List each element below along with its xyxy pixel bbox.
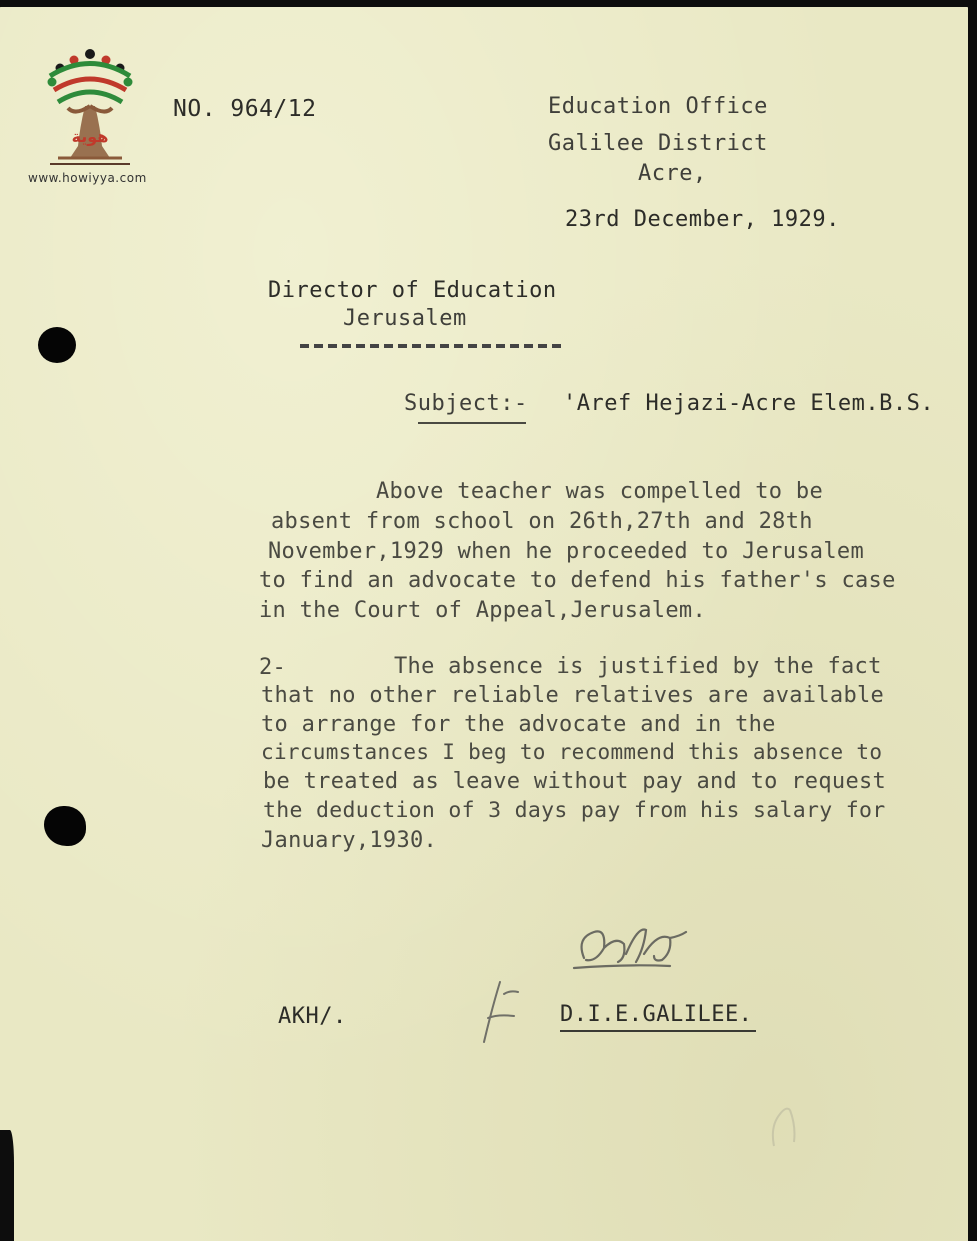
paragraph2-line-6: the deduction of 3 days pay from his salary for — [263, 798, 886, 823]
per-pro-mark — [474, 978, 530, 1048]
left-bottom-shadow — [0, 1130, 14, 1241]
sender-line-1: Education Office — [548, 94, 768, 119]
punch-hole-top — [38, 327, 76, 363]
reference-number: NO. 964/12 — [173, 96, 317, 122]
recipient-dash-rule — [300, 344, 566, 348]
paragraph1-line-4: to find an advocate to defend his father's case — [259, 568, 896, 593]
recipient-place: Jerusalem — [343, 306, 467, 331]
paragraph2-line-7: January,1930. — [261, 828, 438, 853]
sender-line-2: Galilee District — [548, 131, 768, 156]
paragraph1-line-5: in the Court of Appeal,Jerusalem. — [259, 598, 706, 623]
howiyya-tree-logo — [30, 46, 150, 186]
paragraph2-line-1: The absence is justified by the fact — [394, 654, 882, 679]
paragraph2-line-2: that no other reliable relatives are available — [261, 683, 885, 708]
handwritten-initials — [566, 918, 696, 978]
signatory: D.I.E.GALILEE. — [560, 1002, 753, 1027]
letter-paper — [0, 6, 970, 1241]
subject-label: Subject:- — [404, 391, 528, 416]
recipient-title: Director of Education — [268, 278, 557, 303]
people-icons — [48, 49, 133, 102]
paragraph2-line-4: circumstances I beg to recommend this absence to — [261, 740, 883, 764]
paragraph1-line-2: absent from school on 26th,27th and 28th — [271, 509, 813, 534]
right-edge — [968, 0, 977, 1241]
paragraph2-line-5: be treated as leave without pay and to request — [263, 769, 887, 794]
pencil-mark — [760, 1096, 810, 1156]
letter-date: 23rd December, 1929. — [565, 207, 840, 232]
punch-hole-bottom — [44, 806, 86, 846]
paragraph1-line-1: Above teacher was compelled to be — [376, 479, 823, 504]
subject-text: 'Aref Hejazi-Acre Elem.B.S. — [563, 391, 935, 416]
paragraph2-number: 2- — [259, 655, 287, 680]
sender-line-3: Acre, — [638, 161, 707, 186]
paragraph2-line-3: to arrange for the advocate and in the — [261, 712, 776, 737]
top-edge — [0, 0, 977, 7]
logo-arabic-text: هوية — [71, 127, 109, 146]
subject-underline — [418, 422, 526, 424]
logo-url: www.howiyya.com — [28, 171, 147, 185]
typist-initials: AKH/. — [278, 1004, 347, 1029]
signatory-underline — [560, 1030, 756, 1032]
paragraph1-line-3: November,1929 when he proceeded to Jerusalem — [268, 539, 864, 564]
